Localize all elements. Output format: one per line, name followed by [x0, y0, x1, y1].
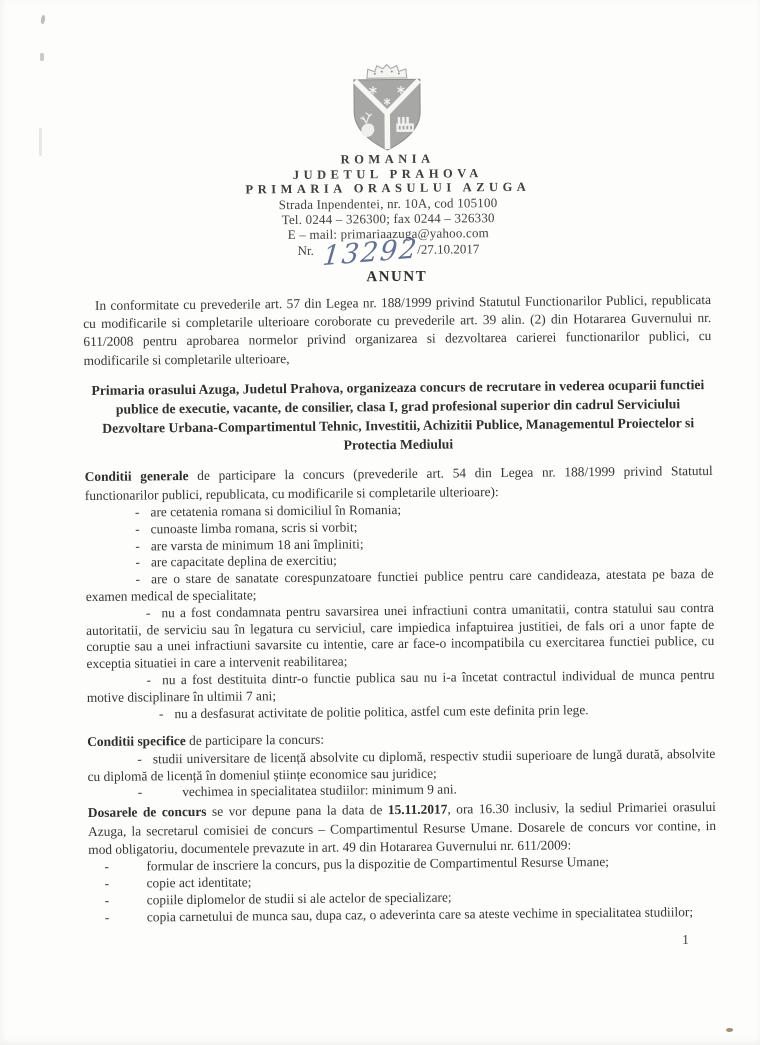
shield-icon: [354, 79, 421, 150]
general-conditions-intro: de participare la concurs (prevederile art. 54 din Legea nr. 188/1999 privind Statutul functionarilor publici, republicata, cu modificarile si completarile ulterioare):: [84, 463, 713, 503]
registration-label: Nr.: [297, 242, 314, 258]
general-condition-item: - nu a fost destituita dintr-o functie publica sau nu i-a încetat contractul individual de munca pentru motive disciplinare în ultimii 7 ani;: [87, 667, 715, 707]
general-condition-item: - cunoaste limba romana, scris si vorbit;: [85, 516, 713, 539]
dossier-document-item: - formular de inscriere la concurs, pus la dispozitie de Compartimentul Resurse Umane;: [88, 853, 716, 876]
letterhead: [73, 59, 703, 272]
announcement-paragraph: Primaria orasului Azuga, Judetul Prahova, organizeaza concurs de recrutare in vederea ocuparii functiei publice de executie, vacante, de consilier, clasa I, grad profesional superior din cadrul Serviciului Dezvoltare Urbana-Compartimentul Tehnic, Investitii, Achizitii Publice, Managementul Proiectelor si Protectia Mediului: [91, 377, 705, 453]
dossier-document-item: - copia carnetului de munca sau, dupa caz, o adeverinta care sa ateste vechime in specialitatea studiilor;: [89, 904, 717, 927]
specific-conditions-intro: de participare la concurs:: [185, 732, 325, 749]
general-condition-item: - are varsta de minimum 18 ani împliniti;: [85, 533, 713, 556]
page-number: 1: [682, 933, 689, 948]
specific-condition-item: - studii universitare de licență absolvite cu diplomă, respectiv studii superioare de lungă durată, absolvite cu diplomă de licență în domeniul științe economice sau juridice;: [87, 746, 715, 786]
dossier-label: Dosarele de concurs: [87, 803, 207, 821]
specific-conditions-label: Conditii specifice: [87, 733, 186, 750]
scan-artifact: [39, 128, 42, 156]
handwritten-registration-number: 13292: [320, 232, 420, 272]
dossier-paragraph: [88, 798, 717, 859]
registration-date: /27.10.2017: [417, 240, 480, 257]
letterhead-email: E – mail: primariaazuga@yahoo.com: [287, 224, 490, 242]
azuga-coat-of-arms: [335, 62, 440, 153]
dossier-document-item: - copie act identitate;: [88, 870, 716, 893]
document-content: [81, 59, 717, 926]
general-condition-item: - nu a desfasurat activitate de politie politica, astfel cum este definita prin lege.: [87, 700, 715, 723]
document-title: ANUNT: [366, 268, 428, 285]
general-condition-item: - are o stare de sanatate corespunzatoare functiei publice pentru care candideaza, atestata pe baza de examen medical de specialitate;: [86, 566, 714, 606]
general-condition-item: - nu a fost condamnata pentru savarsirea unei infractiuni contra umanitatii, contra statului sau contra autoritatii, de serviciu sau în legatura cu serviciul, care impiedica infaptuirea justitiei, de fals ori a unor fapte de coruptie sau a unei infractiuni savarsite cu intentie, care ar face-o incompatibila cu exercitarea functiei publice, cu exceptia situatiei in care a intervenit reabilitarea;: [86, 600, 715, 673]
dossier-document-item: - copiile diplomelor de studii si ale actelor de specializare;: [89, 887, 717, 910]
dossier-text-2: , ora 16.30 inclusiv, la sediul Primariei orasului Azuga, la secretarul comisiei de concurs – Compartimentul Resurse Umane. Dosarele de concurs vor contine, in mod obligatoriu, documentele prevazute in art. 49 din Hotararea Guvernului nr. 611/2009:: [87, 799, 717, 857]
letterhead-country: ROMANIA: [340, 151, 435, 167]
intro-paragraph: In conformitate cu prevederile art. 57 din Legea nr. 188/1999 privind Statutul Functionarilor Publici, republicata cu modificarile si completarile ulterioare coroborate cu prevederile art. 39 alin. (2) din Hotararea Guvernului nr. 611/2008 pentru aprobarea normelor privind organizarea si dezvoltarea carierei functionarilor publici, cu modificarile si completarile ulterioare,: [83, 291, 712, 368]
scan-artifact: [40, 15, 45, 25]
letterhead-institution: PRIMARIA ORASULUI AZUGA: [245, 179, 531, 197]
general-condition-item: - are cetatenia romana si domiciliul în Romania;: [85, 499, 713, 522]
dossier-deadline-date: 15.11.2017: [387, 801, 448, 818]
dossier-text-1: se vor depune pana la data de: [206, 802, 388, 819]
scan-artifact: [40, 53, 44, 61]
scan-artifact: [726, 1028, 733, 1032]
general-conditions-heading: [85, 462, 713, 505]
general-conditions-label: Conditii generale: [84, 468, 189, 485]
general-condition-item: - are capacitate deplina de exercitiu;: [85, 549, 713, 572]
letterhead-phone: Tel. 0244 – 326300; fax 0244 – 326330: [281, 209, 495, 227]
letterhead-county: JUDETUL PRAHOVA: [292, 165, 483, 182]
crown-icon: [367, 64, 407, 78]
letterhead-address: Strada Inpendentei, nr. 10A, cod 105100: [278, 194, 498, 212]
specific-condition-item: - vechimea in specialitatea studiilor: minimum 9 ani.: [88, 779, 716, 802]
